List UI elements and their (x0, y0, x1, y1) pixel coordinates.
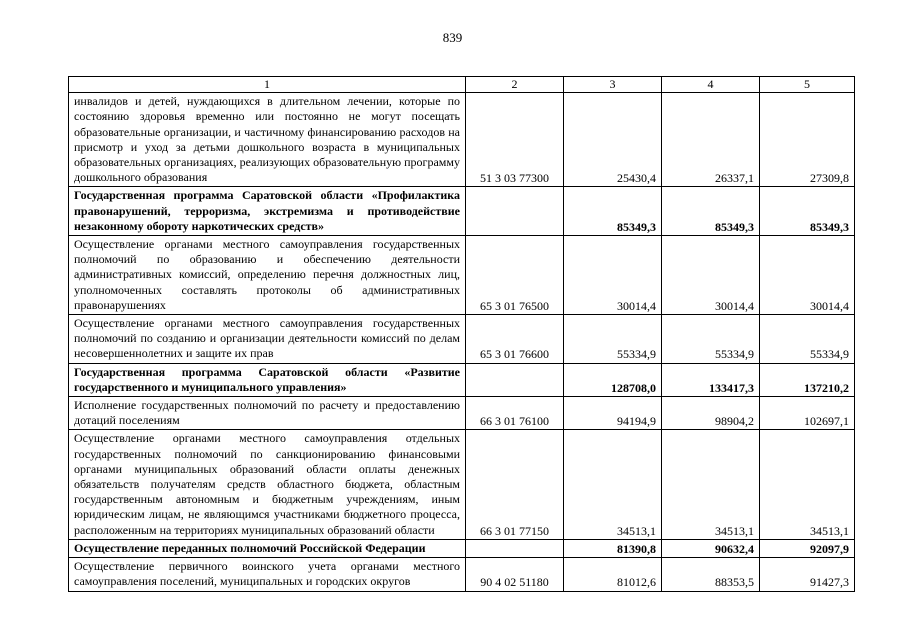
row-code-cell: 66 3 01 76100 (466, 397, 564, 430)
row-value-3-cell: 102697,1 (760, 397, 855, 430)
table-header-row (69, 77, 855, 93)
row-value-1-cell: 81390,8 (564, 539, 662, 557)
row-value-1-cell: 30014,4 (564, 236, 662, 315)
row-code-cell: 65 3 01 76500 (466, 236, 564, 315)
table-row (69, 397, 855, 430)
row-name-cell: Осуществление органами местного самоуправления отдельных государственных полномочий по санкционированию финансовыми органами муниципальных образований области оплаты денежных обязательств получателям средств областного бюджета, областным государственным автономным и бюджетным учреждениям, иным юридическим лицам, не являющимся участниками бюджетного процесса, расположенным на территориях муниципальных образований области (69, 430, 466, 539)
row-value-2-cell: 26337,1 (662, 93, 760, 187)
row-name-cell: Осуществление органами местного самоуправления государственных полномочий по созданию и организации деятельности комиссий по делам несовершеннолетних и защите их прав (69, 315, 466, 364)
row-value-2-cell: 88353,5 (662, 558, 760, 591)
row-code-cell: 51 3 03 77300 (466, 93, 564, 187)
row-name-cell: Осуществление органами местного самоуправления государственных полномочий по образованию и обеспечению деятельности административных комиссий, определению перечня должностных лиц, уполномоченных составлять протоколы об административных правонарушениях (69, 236, 466, 315)
row-value-3-cell: 55334,9 (760, 315, 855, 364)
budget-table (68, 76, 855, 592)
table-row (69, 558, 855, 591)
row-value-3-cell: 27309,8 (760, 93, 855, 187)
row-code-cell: 90 4 02 51180 (466, 558, 564, 591)
table-row (69, 430, 855, 539)
row-code-cell (466, 363, 564, 396)
table-row (69, 93, 855, 187)
row-name-cell: Государственная программа Саратовской области «Профилактика правонарушений, терроризма, экстремизма и противодействие незаконному обороту наркотических средств» (69, 187, 466, 236)
row-value-2-cell: 98904,2 (662, 397, 760, 430)
row-value-2-cell: 90632,4 (662, 539, 760, 557)
row-value-3-cell: 85349,3 (760, 187, 855, 236)
row-value-2-cell: 133417,3 (662, 363, 760, 396)
table-row (69, 315, 855, 364)
row-value-1-cell: 128708,0 (564, 363, 662, 396)
row-value-1-cell: 34513,1 (564, 430, 662, 539)
row-value-1-cell: 81012,6 (564, 558, 662, 591)
row-value-3-cell: 30014,4 (760, 236, 855, 315)
row-value-2-cell: 34513,1 (662, 430, 760, 539)
row-name-cell: Осуществление переданных полномочий Российской Федерации (69, 539, 466, 557)
row-name-cell: Государственная программа Саратовской области «Развитие государственного и муниципального управления» (69, 363, 466, 396)
row-value-3-cell: 34513,1 (760, 430, 855, 539)
row-name-cell: инвалидов и детей, нуждающихся в длительном лечении, которые по состоянию здоровья временно или постоянно не могут посещать образовательные организации, и частичному финансированию расходов на присмотр и уход за детьми дошкольного возраста в муниципальных образовательных организациях, реализующих образовательную программу дошкольного образования (69, 93, 466, 187)
table-row (69, 187, 855, 236)
row-code-cell: 66 3 01 77150 (466, 430, 564, 539)
row-value-2-cell: 55334,9 (662, 315, 760, 364)
row-code-cell: 65 3 01 76600 (466, 315, 564, 364)
column-header-4: 4 (662, 77, 760, 93)
page-number: 839 (442, 30, 463, 45)
row-value-1-cell: 25430,4 (564, 93, 662, 187)
row-value-3-cell: 137210,2 (760, 363, 855, 396)
row-name-cell: Осуществление первичного воинского учета органами местного самоуправления поселений, муниципальных и городских округов (69, 558, 466, 591)
row-code-cell (466, 539, 564, 557)
table-row (69, 539, 855, 557)
row-name-cell: Исполнение государственных полномочий по расчету и предоставлению дотаций поселениям (69, 397, 466, 430)
row-value-3-cell: 91427,3 (760, 558, 855, 591)
row-value-1-cell: 55334,9 (564, 315, 662, 364)
column-header-3: 3 (564, 77, 662, 93)
table-row (69, 363, 855, 396)
row-value-1-cell: 85349,3 (564, 187, 662, 236)
column-header-5: 5 (760, 77, 855, 93)
row-value-3-cell: 92097,9 (760, 539, 855, 557)
row-value-1-cell: 94194,9 (564, 397, 662, 430)
row-code-cell (466, 187, 564, 236)
column-header-1: 1 (69, 77, 466, 93)
row-value-2-cell: 85349,3 (662, 187, 760, 236)
row-value-2-cell: 30014,4 (662, 236, 760, 315)
column-header-2: 2 (466, 77, 564, 93)
table-row (69, 236, 855, 315)
